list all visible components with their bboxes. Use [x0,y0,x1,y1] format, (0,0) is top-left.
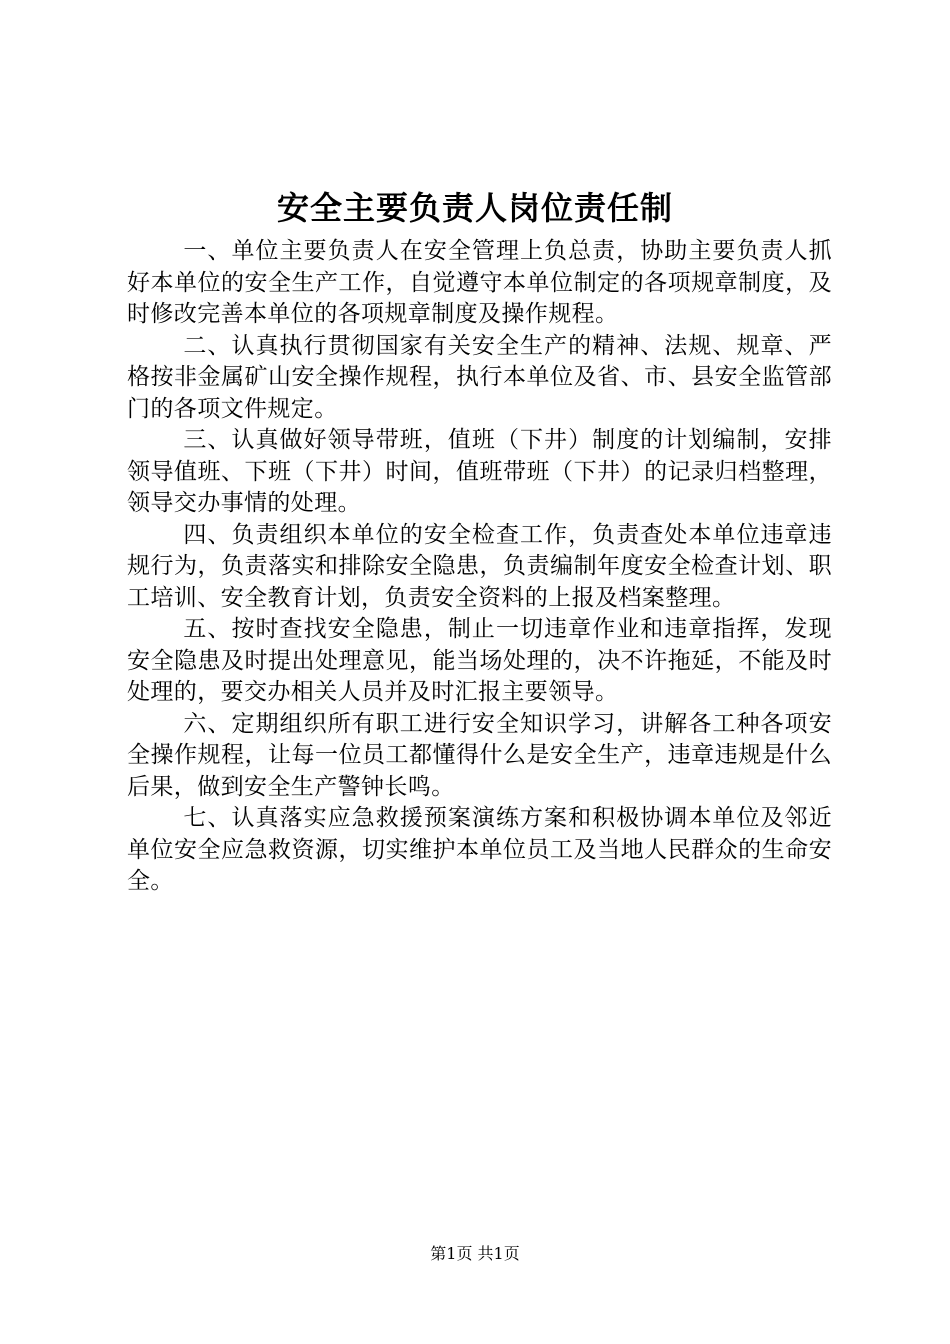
paragraph-7: 七、认真落实应急救援预案演练方案和积极协调本单位及邻近单位安全应急救资源，切实维护本单位员工及当地人民群众的生命安全。 [127,805,832,894]
document-body [127,236,832,898]
page-number-footer: 第1页 共1页 [430,1244,520,1263]
paragraph-1: 一、单位主要负责人在安全管理上负总责，协助主要负责人抓好本单位的安全生产工作，自觉遵守本单位制定的各项规章制度，及时修改完善本单位的各项规章制度及操作规程。 [127,238,832,327]
paragraph-2: 二、认真执行贯彻国家有关安全生产的精神、法规、规章、严格按非金属矿山安全操作规程，执行本单位及省、市、县安全监管部门的各项文件规定。 [127,332,832,422]
paragraph-4: 四、负责组织本单位的安全检查工作，负责查处本单位违章违规行为，负责落实和排除安全隐患，负责编制年度安全检查计划、职工培训、安全教育计划，负责安全资料的上报及档案整理。 [127,521,832,611]
paragraph-3: 三、认真做好领导带班，值班（下井）制度的计划编制，安排领导值班、下班（下井）时间，值班带班（下井）的记录归档整理，领导交办事情的处理。 [127,427,832,516]
document-title: 安全主要负责人岗位责任制 [276,189,673,227]
paragraph-6: 六、定期组织所有职工进行安全知识学习，讲解各工种各项安全操作规程，让每一位员工都懂得什么是安全生产，违章违规是什么后果，做到安全生产警钟长鸣。 [127,710,832,800]
paragraph-5: 五、按时查找安全隐患，制止一切违章作业和违章指挥，发现安全隐患及时提出处理意见，能当场处理的，决不许拖延，不能及时处理的，要交办相关人员并及时汇报主要领导。 [127,616,832,705]
